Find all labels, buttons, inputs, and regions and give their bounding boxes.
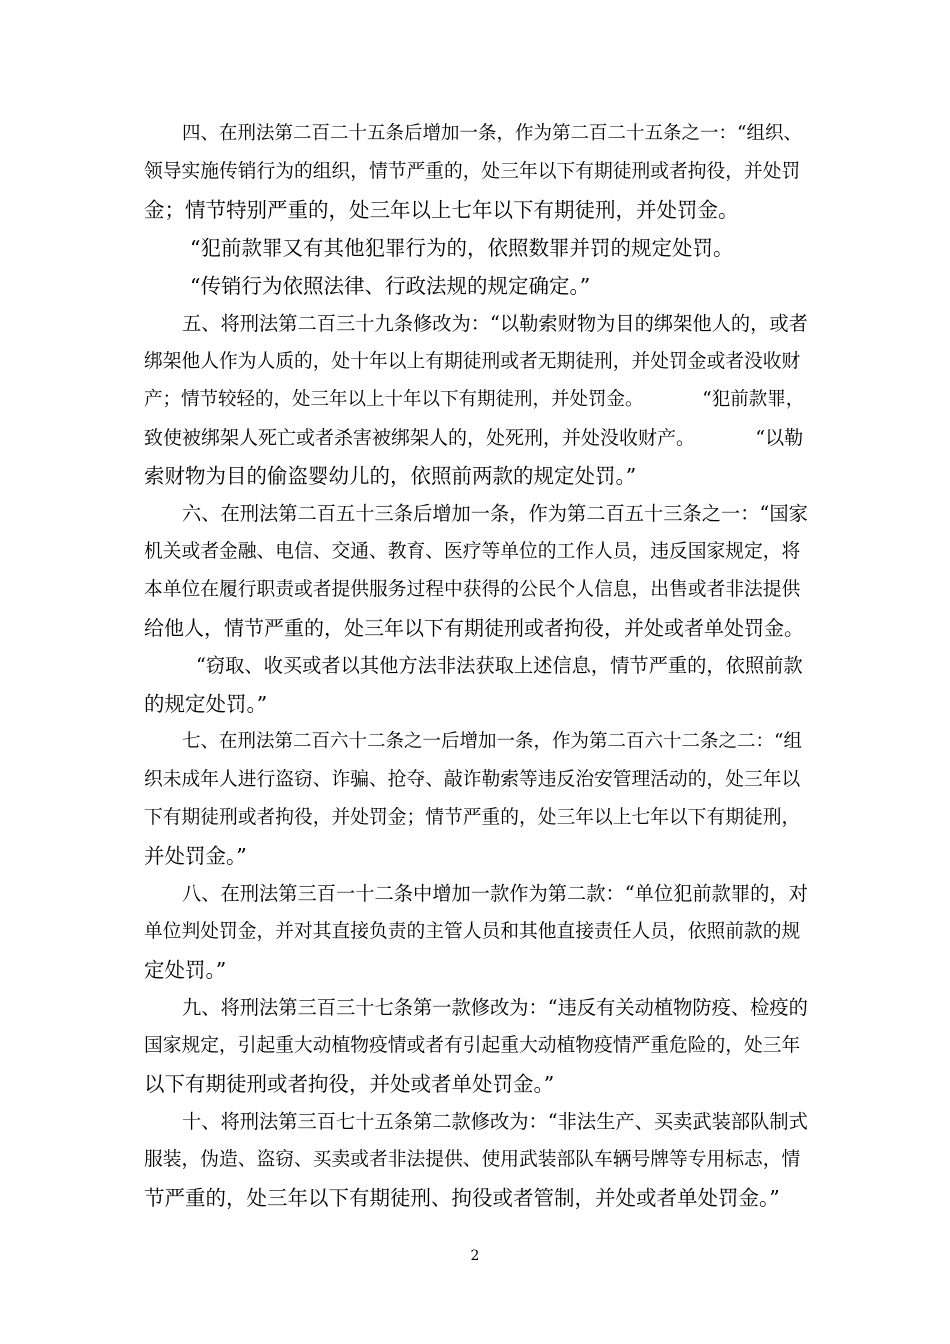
- text-line: “传销行为依照法律、行政法规的规定确定。”: [190, 274, 591, 298]
- text-line: 领导实施传销行为的组织，情节严重的，处三年以下有期徒刑或者拘役，并处罚: [144, 161, 801, 182]
- text-line: 产；情节较轻的，处三年以上十年以下有期徒刑，并处罚金。 “犯前款罪，: [144, 389, 805, 410]
- text-line: 致使被绑架人死亡或者杀害被绑架人的，处死刑，并处没收财产。 “以勒: [144, 427, 804, 449]
- text-line: 节严重的，处三年以下有期徒刑、拘役或者管制，并处或者单处罚金。”: [144, 1186, 780, 1210]
- text-line: 以下有期徒刑或者拘役，并处或者单处罚金。”: [144, 1072, 555, 1096]
- text-line: “犯前款罪又有其他犯罪行为的，依照数罪并罚的规定处罚。: [190, 236, 734, 260]
- text-line: 国家规定，引起重大动植物疫情或者有引起重大动植物疫情严重危险的，处三年: [144, 1035, 801, 1056]
- text-line: 下有期徒刑或者拘役，并处罚金；情节严重的，处三年以上七年以下有期徒刑，: [144, 807, 801, 828]
- text-line: 的规定处罚。”: [144, 692, 268, 716]
- text-line: 六、在刑法第二百五十三条后增加一条，作为第二百五十三条之一：“国家: [182, 502, 808, 525]
- text-line: 给他人，情节严重的，处三年以下有期徒刑或者拘役，并处或者单处罚金。: [144, 616, 804, 640]
- text-line: 单位判处罚金，并对其直接负责的主管人员和其他直接责任人员，依照前款的规: [144, 921, 801, 942]
- text-line: 织未成年人进行盗窃、诈骗、抢夺、敲诈勒索等违反治安管理活动的，处三年以: [144, 769, 801, 790]
- text-line: 索财物为目的偷盗婴幼儿的，依照前两款的规定处罚。”: [144, 464, 637, 488]
- text-line: 四、在刑法第二百二十五条后增加一条，作为第二百二十五条之一：“组织、: [182, 123, 802, 144]
- text-line: 九、将刑法第三百三十七条第一款修改为：“违反有关动植物防疫、检疫的: [182, 996, 808, 1019]
- text-line: 服装，伪造、盗窃、买卖或者非法提供、使用武装部队车辆号牌等专用标志，情: [144, 1149, 801, 1170]
- text-line: 并处罚金。”: [144, 844, 247, 868]
- page-number: 2: [470, 1248, 480, 1264]
- text-line: “窃取、收买或者以其他方法非法获取上述信息，情节严重的，依照前款: [196, 654, 803, 677]
- text-line: 定处罚。”: [144, 958, 227, 982]
- text-line: 七、在刑法第二百六十二条之一后增加一条，作为第二百六十二条之二：“组: [182, 731, 802, 752]
- text-line: 机关或者金融、电信、交通、教育、医疗等单位的工作人员，违反国家规定，将: [144, 541, 801, 562]
- text-line: 十、将刑法第三百七十五条第二款修改为：“非法生产、买卖武装部队制式: [182, 1110, 808, 1133]
- text-line: 五、将刑法第二百三十九条修改为：“以勒索财物为目的绑架他人的，或者: [182, 312, 808, 335]
- text-line: 本单位在履行职责或者提供服务过程中获得的公民个人信息，出售或者非法提供: [144, 579, 801, 600]
- text-line: 八、在刑法第三百一十二条中增加一款作为第二款：“单位犯前款罪的，对: [182, 882, 808, 905]
- text-line: 金；情节特别严重的，处三年以上七年以下有期徒刑，并处罚金。: [144, 198, 739, 222]
- text-line: 绑架他人作为人质的，处十年以上有期徒刑或者无期徒刑，并处罚金或者没收财: [144, 351, 801, 372]
